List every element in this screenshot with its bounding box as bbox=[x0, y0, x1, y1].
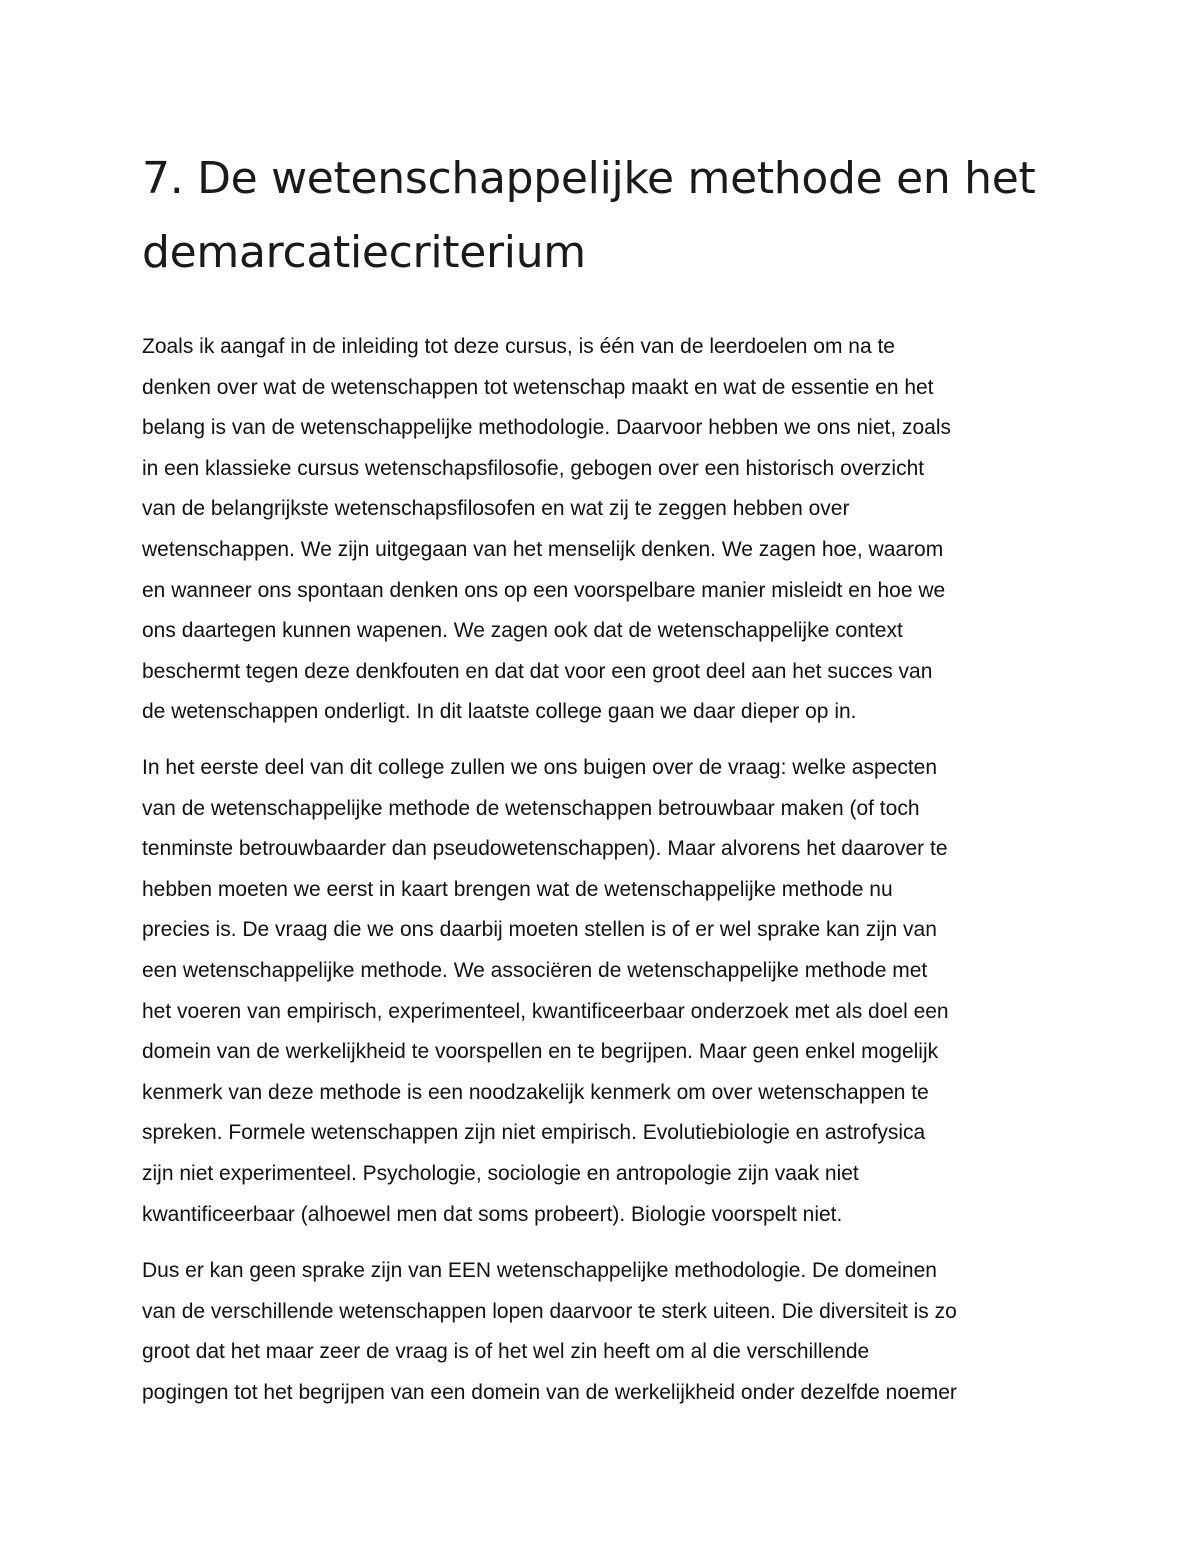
title-line: demarcatiecriterium bbox=[142, 227, 586, 278]
text-line: precies is. De vraag die we ons daarbij moeten stellen is of er wel sprake kan zijn van bbox=[142, 918, 937, 942]
text-line: spreken. Formele wetenschappen zijn niet empirisch. Evolutiebiologie en astrofysica bbox=[142, 1121, 926, 1145]
paragraph-3 bbox=[142, 1251, 1072, 1413]
text-line: van de verschillende wetenschappen lopen daarvoor te sterk uiteen. Die diversiteit is zo bbox=[142, 1299, 957, 1323]
text-line: van de belangrijkste wetenschapsfilosofen en wat zij te zeggen hebben over bbox=[142, 497, 850, 521]
text-line: een wetenschappelijke methode. We associëren de wetenschappelijke methode met bbox=[142, 958, 928, 982]
text-line: beschermt tegen deze denkfouten en dat dat voor een groot deel aan het succes van bbox=[142, 659, 933, 683]
text-line: van de wetenschappelijke methode de wetenschappen betrouwbaar maken (of toch bbox=[142, 796, 920, 820]
text-line: domein van de werkelijkheid te voorspellen en te begrijpen. Maar geen enkel mogelijk bbox=[142, 1040, 939, 1064]
text-line: ons daartegen kunnen wapenen. We zagen ook dat de wetenschappelijke context bbox=[142, 619, 903, 643]
page-title bbox=[142, 142, 1042, 290]
text-line: pogingen tot het begrijpen van een domein van de werkelijkheid onder dezelfde noemer bbox=[142, 1380, 957, 1404]
text-line: wetenschappen. We zijn uitgegaan van het menselijk denken. We zagen hoe, waarom bbox=[142, 537, 944, 561]
text-line: in een klassieke cursus wetenschapsfilosofie, gebogen over een historisch overzicht bbox=[142, 456, 925, 480]
paragraph-1 bbox=[142, 327, 1072, 733]
text-line: Dus er kan geen sprake zijn van EEN wetenschappelijke methodologie. De domeinen bbox=[142, 1259, 937, 1282]
text-line: Zoals ik aangaf in de inleiding tot deze cursus, is één van de leerdoelen om na te bbox=[142, 335, 895, 358]
text-line: In het eerste deel van dit college zullen we ons buigen over de vraag: welke aspecten bbox=[142, 756, 938, 779]
text-line: kenmerk van deze methode is een noodzakelijk kenmerk om over wetenschappen te bbox=[142, 1080, 929, 1104]
text-line: het voeren van empirisch, experimenteel, kwantificeerbaar onderzoek met als doel een bbox=[142, 999, 949, 1023]
text-line: hebben moeten we eerst in kaart brengen wat de wetenschappelijke methode nu bbox=[142, 877, 893, 901]
text-line: de wetenschappen onderligt. In dit laatste college gaan we daar dieper op in. bbox=[142, 700, 857, 724]
text-line: zijn niet experimenteel. Psychologie, sociologie en antropologie zijn vaak niet bbox=[142, 1161, 859, 1185]
text-line: denken over wat de wetenschappen tot wetenschap maakt en wat de essentie en het bbox=[142, 375, 934, 399]
text-line: kwantificeerbaar (alhoewel men dat soms probeert). Biologie voorspelt niet. bbox=[142, 1202, 843, 1226]
text-line: tenminste betrouwbaarder dan pseudowetenschappen). Maar alvorens het daarover te bbox=[142, 837, 948, 861]
text-line: belang is van de wetenschappelijke methodologie. Daarvoor hebben we ons niet, zoals bbox=[142, 416, 952, 440]
text-line: groot dat het maar zeer de vraag is of het wel zin heeft om al die verschillende bbox=[142, 1340, 870, 1364]
title-line: 7. De wetenschappelijke methode en het bbox=[142, 153, 1036, 204]
paragraph-2 bbox=[142, 748, 1072, 1235]
text-line: en wanneer ons spontaan denken ons op een voorspelbare manier misleidt en hoe we bbox=[142, 578, 946, 602]
